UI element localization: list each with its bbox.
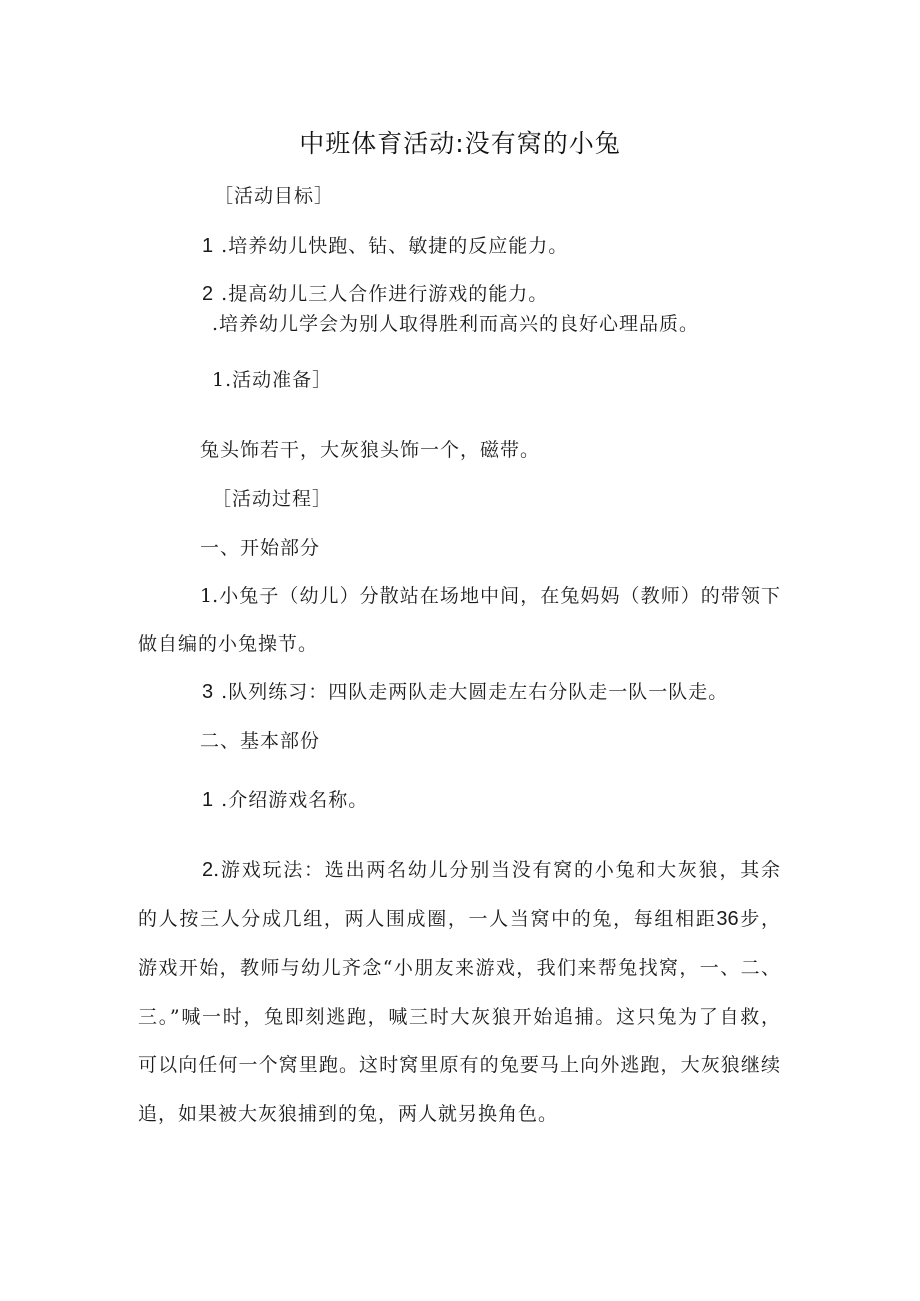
part2-step2-line2b: 步， [738, 908, 780, 930]
goal-item-1-number: 1 [202, 235, 215, 257]
process-heading: ［活动过程］ [212, 488, 333, 510]
part1-step1-line2: 做自编的小兔操节。 [138, 633, 319, 655]
prep-heading: 1.活动准备］ [212, 369, 333, 391]
part2-step2-line2-number: 36 [716, 908, 739, 930]
part1-step3-text: .队列练习：四队走两队走大圆走左右分队走一队一队走。 [221, 681, 729, 703]
part2-step2-line1 [202, 858, 780, 882]
part2-step2-line3: 游戏开始，教师与幼儿齐念“小朋友来游戏，我们来帮兔找窝，一、二、 [138, 957, 780, 979]
part2-step2-line6: 追，如果被大灰狼捕到的兔，两人就另换角色。 [138, 1103, 559, 1125]
part2-step2-line2a: 的人按三人分成几组，两人围成圈，一人当窝中的兔，每组相距 [138, 908, 717, 930]
part2-step1 [202, 788, 368, 812]
part2-heading: 二、基本部份 [200, 730, 321, 752]
part2-step1-text: .介绍游戏名称。 [221, 789, 369, 811]
part1-step3-number: 3 [202, 681, 215, 703]
part2-step1-number: 1 [202, 789, 215, 811]
goal-item-2-number: 2 [202, 283, 215, 305]
part2-step2-line2 [138, 907, 780, 931]
prep-text: 兔头饰若干，大灰狼头饰一个，磁带。 [200, 439, 541, 461]
part2-step2-line4: 三。”喊一时，兔即刻逃跑，喊三时大灰狼开始追捕。这只兔为了自救， [138, 1006, 780, 1028]
part2-step2-number: 2 [202, 859, 214, 881]
goal-item-1 [202, 234, 568, 258]
goal-item-1-text: .培养幼儿快跑、钻、敏捷的反应能力。 [221, 235, 569, 257]
goal-item-3: .培养幼儿学会为别人取得胜利而高兴的良好心理品质。 [212, 313, 700, 335]
document-title: 中班体育活动:没有窝的小兔 [299, 129, 621, 158]
part1-heading: 一、开始部分 [200, 537, 321, 559]
part1-step3 [202, 680, 728, 704]
part2-step2-line1-text: .游戏玩法：选出两名幼儿分别当没有窝的小兔和大灰狼，其余 [213, 859, 780, 881]
goal-item-2 [202, 282, 548, 306]
goal-item-2-text: .提高幼儿三人合作进行游戏的能力。 [221, 283, 549, 305]
part1-step1-line1: 1.小兔子（幼儿）分散站在场地中间，在兔妈妈（教师）的带领下 [200, 585, 780, 607]
goals-heading: ［活动目标］ [214, 185, 335, 207]
part2-step2-line5: 可以向任何一个窝里跑。这时窝里原有的兔要马上向外逃跑，大灰狼继续 [138, 1054, 780, 1076]
